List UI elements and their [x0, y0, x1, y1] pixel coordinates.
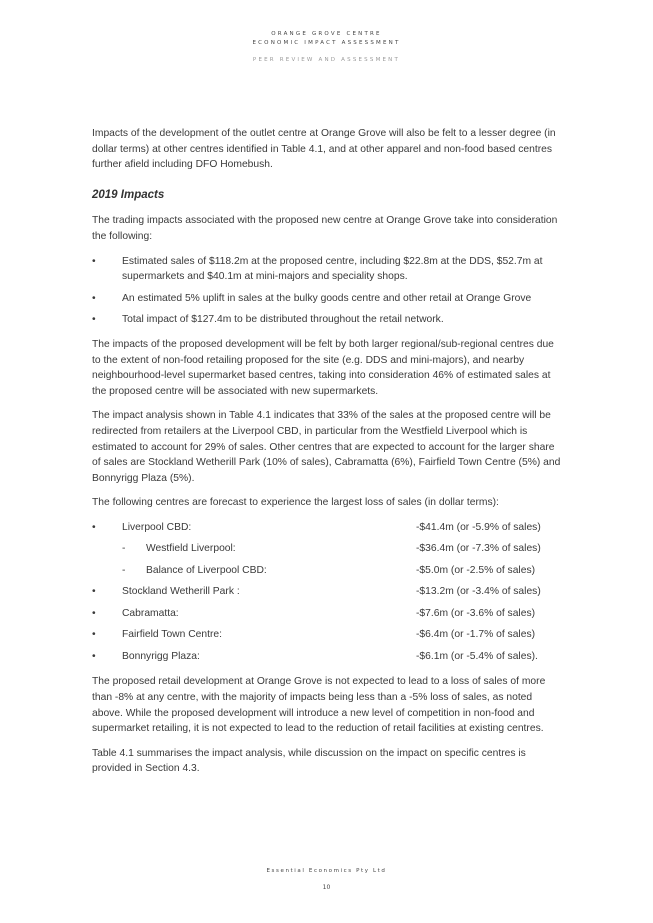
footer-company: Essential Economics Pty Ltd: [266, 868, 387, 874]
assumptions-list: [92, 254, 564, 328]
intro-paragraph: Impacts of the development of the outlet centre at Orange Grove will also be felt to a lesser degree (in dollar terms) at other centres identified in Table 4.1, and at other apparel and non-food based centres further afield including DFO Homebush.: [92, 128, 556, 171]
forecast-paragraph: The following centres are forecast to experience the largest loss of sales (in dollar terms):: [92, 497, 499, 509]
impact-row: • Stockland Wetherill Park : -$13.2m (or -3.4% of sales): [92, 586, 541, 598]
analysis-paragraph: The impact analysis shown in Table 4.1 indicates that 33% of the sales at the proposed centre will be redirected from retailers at the Liverpool CBD, in particular from the Westfield Liverpool which is estimated to account for 29% of sales. Other centres that are expected to account for the larger share of sales are Stockland Wetherill Park (10% of sales), Cabramatta (6%), Fairfield Town Centre (5%) and Bonnyrigg Plaza (5%).: [92, 410, 561, 484]
impact-row: • Cabramatta: -$7.6m (or -3.6% of sales): [92, 607, 536, 619]
not-expected-paragraph: The proposed retail development at Orange Grove is not expected to lead to a loss of sales of more than -8% at any centre, with the majority of impacts being less than a -5% loss of sales, as noted above. While the proposed development will introduce a new level of competition in non-food and supermarket retailing, it is not expected to lead to the reduction of retail facilities at existing centres.: [92, 676, 546, 735]
impact-row: - Westfield Liverpool: -$36.4m (or -7.3% of sales): [122, 543, 541, 555]
summary-paragraph: Table 4.1 summarises the impact analysis, while discussion on the impact on specific centres is provided in Section 4.3.: [92, 747, 526, 775]
list-item: • Total impact of $127.4m to be distributed throughout the retail network.: [92, 312, 564, 328]
impact-row: • Fairfield Town Centre: -$6.4m (or -1.7% of sales): [92, 629, 536, 641]
impact-row: • Bonnyrigg Plaza: -$6.1m (or -5.4% of sales).: [92, 650, 538, 662]
page-header: [0, 30, 653, 65]
page-footer: [0, 868, 653, 891]
page-body: [92, 126, 564, 786]
impact-row: - Balance of Liverpool CBD: -$5.0m (or -2.5% of sales): [122, 564, 536, 576]
bullet-icon: •: [92, 255, 96, 267]
trading-paragraph: The trading impacts associated with the proposed new centre at Orange Grove take into consideration the following:: [92, 215, 558, 242]
impact-list: [92, 520, 564, 671]
section-heading: 2019 Impacts: [92, 188, 165, 201]
impact-row: • Liverpool CBD: -$41.4m (or -5.9% of sales): [92, 521, 541, 533]
header-section: PEER REVIEW AND ASSESSMENT: [252, 57, 401, 63]
list-item: • An estimated 5% uplift in sales at the bulky goods centre and other retail at Orange Grove: [92, 291, 564, 307]
bullet-icon: •: [92, 292, 96, 304]
page-number: 10: [322, 884, 331, 891]
felt-paragraph: The impacts of the proposed development will be felt by both larger regional/sub-regional centres due to the extent of non-food retailing proposed for the site (e.g. DDS and mini-majors), and nearby neighbourhood-level supermarket based centres, taking into consideration 46% of estimated sales at the proposed centre will be associated with new supermarkets.: [92, 338, 554, 397]
header-title: ORANGE GROVE CENTRE: [271, 31, 382, 37]
header-subtitle: ECONOMIC IMPACT ASSESSMENT: [252, 40, 401, 46]
list-item: • Estimated sales of $118.2m at the proposed centre, including $22.8m at the DDS, $52.7m at supermarkets and $40.1m at mini-majors and speciality shops.: [92, 255, 543, 283]
bullet-icon: •: [92, 314, 96, 326]
